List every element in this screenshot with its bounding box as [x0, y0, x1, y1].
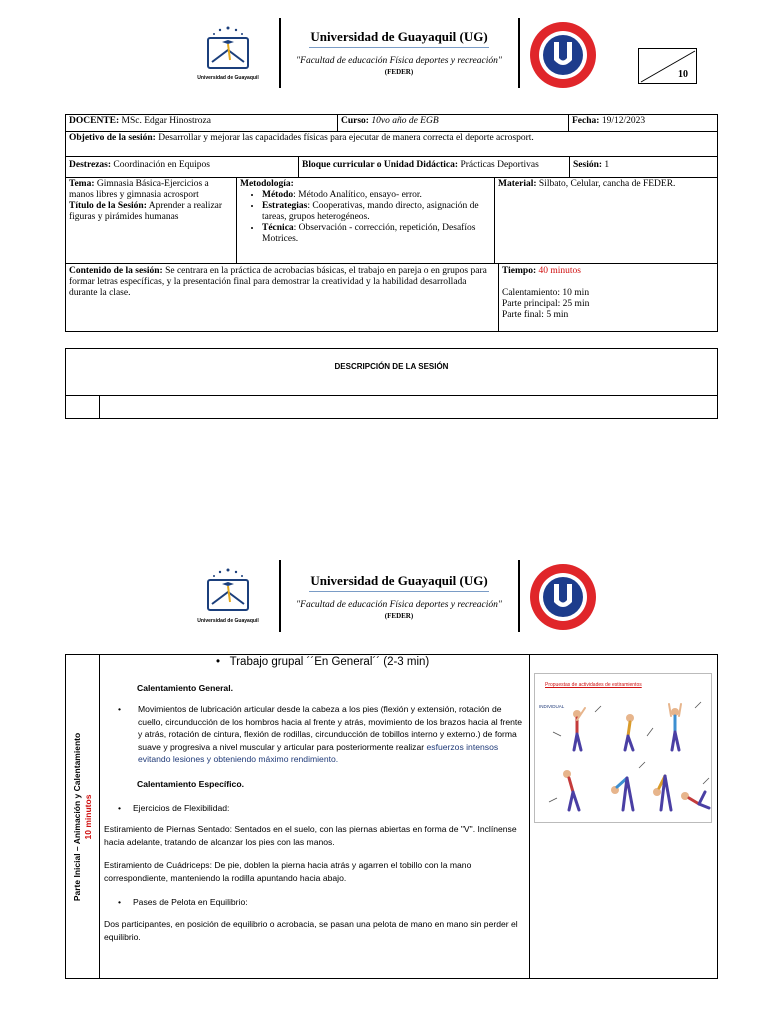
side-label-cell — [65, 654, 100, 979]
stretching-figures-icon — [535, 692, 713, 824]
material-cell: Material: Silbato, Celular, cancha de FEDER. — [494, 177, 718, 264]
descripcion-title: DESCRIPCIÓN DE LA SESIÓN — [65, 348, 718, 396]
destrezas-cell: Destrezas: Coordinación en Equipos — [65, 156, 299, 178]
image-caption: Propuestas de actividades de estiramientos — [545, 682, 642, 688]
page-number: 10 — [678, 69, 688, 80]
fecha-cell: Fecha: 19/12/2023 — [568, 114, 718, 132]
side-label: Parte Inicial – Animación y Calentamiento — [72, 732, 82, 902]
sesion-cell: Sesión: 1 — [569, 156, 718, 178]
descripcion-row-left — [65, 395, 100, 419]
objetivo-cell: Objetivo de la sesión: Desarrollar y mejorar las capacidades físicas para ejecutar de manera correcta el deporte acrosport. — [65, 131, 718, 157]
header-divider-right — [518, 560, 520, 632]
tiempo-cell: Tiempo: 40 minutos Calentamiento: 10 min Parte principal: 25 min Parte final: 5 min — [498, 263, 718, 332]
ug-logo-text: Universidad de Guayaquil — [197, 75, 259, 81]
feder-label: (FEDER) — [384, 612, 414, 620]
faculty-subtitle: "Facultad de educación Física deportes y recreación" — [296, 600, 502, 610]
tecnica-item: • Técnica: Observación - corrección, repetición, Desafíos Motrices. — [262, 223, 491, 245]
estiramiento-cuadriceps: Estiramiento de Cuádriceps: De pie, doblen la pierna hacia atrás y agarren el tobillo con la mano correspondiente, manteniendo la rodilla apuntando hacia abajo. — [104, 860, 472, 883]
image-label: INDIVIDUAL — [539, 704, 565, 709]
curso-cell: Curso: 10vo año de EGB — [337, 114, 569, 132]
estrategias-item: • Estrategias: Cooperativas, mando directo, asignación de tareas, grupos heterogéneos. — [262, 201, 491, 223]
side-minutes: 10 minutos — [83, 794, 93, 840]
cal-general-title: Calentamiento General. — [137, 683, 233, 693]
university-title: Universidad de Guayaquil (UG) — [310, 29, 488, 44]
estiramiento-piernas: Estiramiento de Piernas Sentado: Sentados en el suelo, con las piernas abiertas en forma de "V". Inclínense hacia adelante, tratando de alcanzar los pies con las manos. — [104, 824, 517, 847]
descripcion-row-right — [99, 395, 718, 419]
university-title: Universidad de Guayaquil (UG) — [310, 573, 488, 588]
page-number-box — [638, 48, 697, 84]
faculty-subtitle: "Facultad de educación Física deportes y recreación" — [296, 56, 502, 66]
title-underline — [309, 47, 489, 48]
pases-text: Dos participantes, en posición de equilibrio o acrobacia, se pasan una pelota de mano en mano sin perder el equilibrio. — [104, 919, 518, 942]
flexibilidad-bullet: • Ejercicios de Flexibilidad: — [118, 803, 230, 813]
trabajo-grupal-heading: • Trabajo grupal ´´En General´´ (2-3 min) — [216, 656, 430, 668]
header-divider-left — [279, 560, 281, 632]
feder-seal-icon — [528, 562, 598, 632]
ug-logo-text: Universidad de Guayaquil — [197, 618, 259, 624]
feder-seal-icon — [528, 20, 598, 90]
tema-cell: Tema: Gimnasia Básica-Ejercicios a manos libres y gimnasia acrosport Título de la Sesión: Aprender a realizar figuras y pirámides humanas — [65, 177, 237, 264]
header-divider-right — [518, 18, 520, 88]
ug-logo-icon — [192, 562, 264, 626]
docente-cell: DOCENTE: MSc. Edgar Hinostroza — [65, 114, 338, 132]
diagonal-line-icon — [639, 49, 697, 84]
contenido-cell: Contenido de la sesión: Se centrara en la práctica de acrobacias básicas, el trabajo en pareja o en grupos para formar letras específicas, y la presentación final para demostrar la creatividad y la habilidad desarrollada durante la clase. — [65, 263, 499, 332]
title-underline — [309, 591, 489, 592]
bloque-cell: Bloque curricular o Unidad Didáctica: Prácticas Deportivas — [298, 156, 570, 178]
pases-bullet: • Pases de Pelota en Equilibrio: — [118, 897, 248, 907]
metodo-item: • Método: Método Analítico, ensayo- error. — [262, 190, 491, 201]
feder-label: (FEDER) — [384, 68, 414, 76]
metodologia-cell: Metodología: • Método: Método Analítico, ensayo- error. • Estrategias: Cooperativas, mando directo, asignación de tareas, grupos heterogéneos. • Técnica: Observación - corrección, repetición, Desafíos Motrices. — [236, 177, 495, 264]
stretching-image — [534, 673, 712, 823]
cal-especifico-title: Calentamiento Específico. — [137, 779, 244, 789]
cal-general-item: • Movimientos de lubricación articular desde la cabeza a los pies (flexión y extensión, rotación de cuello, circunducción de los hombros hacia al frente y atrás, movimiento de los brazos hacia al frente y atrás, rotación de cintura, flexión de rodillas, circunducción de tobillos interno y externo.) de forma suave y progresiva a nivel muscular y articular para posteriormente realizar esfuerzos intensos evitando lesiones y obteniendo máximo rendimiento. — [118, 704, 523, 764]
